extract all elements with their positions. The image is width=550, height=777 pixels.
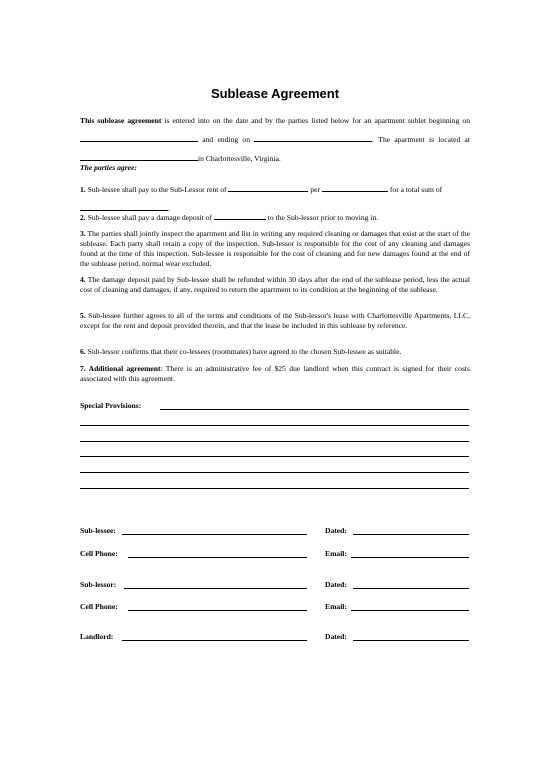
- sublessor-signature-line[interactable]: [124, 588, 307, 589]
- deposit-amount-blank[interactable]: [214, 211, 266, 220]
- item-7-bold: Additional agreement: [85, 364, 161, 373]
- item-1-text-4: .: [168, 204, 170, 213]
- rent-amount-blank[interactable]: [228, 183, 308, 192]
- special-provisions-line[interactable]: [80, 441, 469, 442]
- special-provisions-line[interactable]: [80, 456, 469, 457]
- item-1-text-1: Sub-lessee shall pay to the Sub-Lessor rent of: [85, 185, 229, 194]
- dated-label: Dated:: [325, 526, 347, 535]
- sublessor-phone-line[interactable]: [128, 610, 307, 611]
- item-4: [80, 275, 470, 295]
- item-1-text-2: per: [308, 185, 322, 194]
- total-sum-blank[interactable]: [80, 202, 168, 211]
- item-2-number: 2.: [80, 213, 86, 222]
- item-3-text: The parties shall jointly inspect the apartment and list in writing any required cleaning or damages that exist at the start of the sublease. Each party shall retain a copy of the inspection. Sub-lessor is responsible for the cost of any cleaning and damages found at the time of this inspection. Sub-lessee is responsible for the cost of cleaning and for new damages found at the end of the sublease period, normal wear excluded.: [80, 229, 470, 268]
- item-4-text: The damage deposit paid by Sub-lessee shall be refunded within 30 days after the end of the sublease period, less the actual cost of cleaning and damages, if any, required to return the apartment to its condition at the beginning of the sublease.: [80, 275, 470, 294]
- special-provisions-line[interactable]: [80, 472, 469, 473]
- intro-bold: This sublease agreement: [80, 116, 162, 125]
- intro-text-4: in Charlottesville, Virginia.: [198, 154, 281, 163]
- sublessee-phone-line[interactable]: [128, 557, 307, 558]
- item-6-number: 6.: [80, 347, 86, 356]
- sublessee-signature-line[interactable]: [122, 534, 307, 535]
- rent-period-blank[interactable]: [322, 183, 388, 192]
- item-7-text: : There is an administrative fee of $25 due landlord when this contract is signed for their costs associated with this agreement.: [80, 364, 470, 383]
- sublessor-date-line[interactable]: [353, 588, 469, 589]
- email-label: Email:: [325, 602, 347, 611]
- item-7-number: 7.: [80, 364, 86, 373]
- item-6: [80, 347, 470, 357]
- item-2-text-2: to the Sub-lessor prior to moving in.: [265, 213, 379, 222]
- item-5-text: Sub-lessee further agrees to all of the terms and conditions of the Sub-lessor's lease with Charlottesville Apartments, LLC, except for the rent and deposit provided therein, and that the lease be included in this sublease by reference.: [80, 311, 470, 330]
- page-title: Sublease Agreement: [210, 86, 340, 101]
- dated-label: Dated:: [325, 632, 347, 641]
- special-provisions-label: Special Provisions:: [80, 401, 142, 410]
- item-5-number: 5.: [80, 311, 86, 320]
- item-3-number: 3.: [80, 229, 86, 238]
- start-date-blank[interactable]: [80, 133, 198, 142]
- sublessee-email-line[interactable]: [351, 557, 469, 558]
- item-3: [80, 229, 470, 269]
- item-7: [80, 364, 470, 384]
- intro-text-1: is entered into on the date and by the parties listed below for an apartment sublet beginning on: [161, 116, 470, 125]
- parties-heading: The parties agree:: [80, 163, 137, 172]
- sublessee-label: Sub-lessee:: [80, 526, 116, 535]
- item-2: [80, 211, 470, 223]
- special-provisions-line[interactable]: [80, 488, 469, 489]
- intro-text-3: . The apartment is located at: [372, 135, 470, 144]
- item-1-text-3: for a total sum of: [387, 185, 443, 194]
- landlord-date-line[interactable]: [353, 640, 469, 641]
- item-4-number: 4.: [80, 275, 86, 284]
- special-provisions-line[interactable]: [80, 425, 469, 426]
- address-blank[interactable]: [80, 152, 198, 161]
- sublessor-email-line[interactable]: [351, 610, 469, 611]
- intro-paragraph: [80, 111, 470, 168]
- cell-phone-label: Cell Phone:: [80, 602, 118, 611]
- email-label: Email:: [325, 549, 347, 558]
- dated-label: Dated:: [325, 580, 347, 589]
- special-provisions-line[interactable]: [160, 409, 469, 410]
- landlord-label: Landlord:: [80, 632, 114, 641]
- item-1-number: 1.: [80, 185, 86, 194]
- sublessor-label: Sub-lessor:: [80, 580, 117, 589]
- end-date-blank[interactable]: [254, 133, 372, 142]
- item-6-text: Sub-lessor confirms that their co-lessees (roommates) have agreed to the chosen Sub-lessee as suitable.: [85, 347, 402, 356]
- item-5: [80, 311, 470, 331]
- cell-phone-label: Cell Phone:: [80, 549, 118, 558]
- sublessee-date-line[interactable]: [353, 534, 469, 535]
- item-2-text-1: Sub-lessee shall pay a damage deposit of: [85, 213, 214, 222]
- intro-text-2: and ending on: [198, 135, 255, 144]
- landlord-signature-line[interactable]: [122, 640, 307, 641]
